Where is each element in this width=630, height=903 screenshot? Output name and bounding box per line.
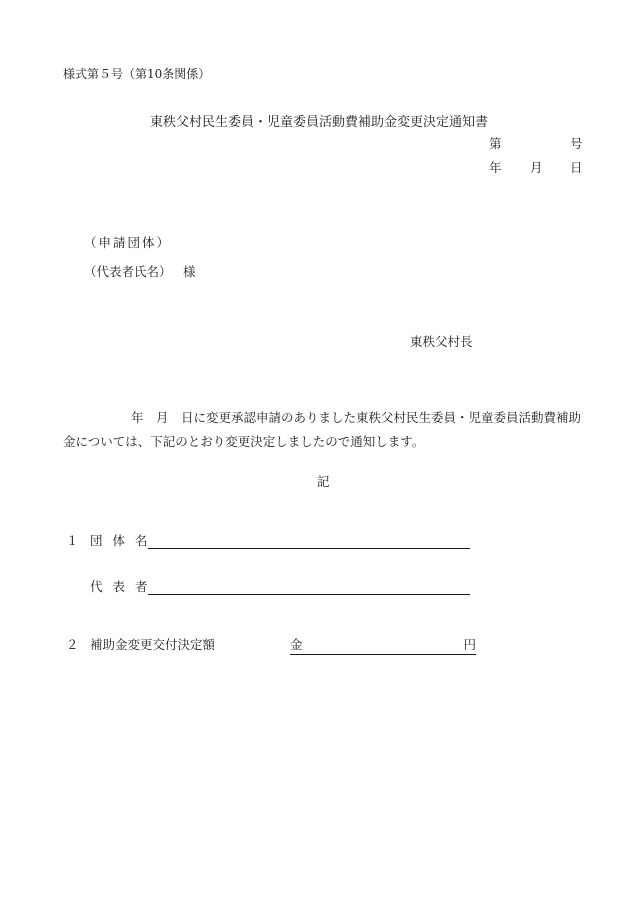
date-year: 年 (489, 160, 502, 175)
amount-suffix: 円 (463, 637, 476, 652)
group-name-field[interactable] (148, 548, 470, 549)
honorific: 様 (183, 264, 196, 279)
amount-field[interactable] (290, 639, 476, 655)
document-no-prefix: 第 (489, 136, 502, 151)
body-text: に変更承認申請のありました東秩父村民生委員・児童委員活動費補助金については、下記のとおり変更決定しましたので通知します。 (63, 410, 582, 449)
issuer: 東秩父村長 (410, 334, 473, 349)
applicant-label: （申請団体） (84, 235, 172, 250)
ki-heading: 記 (317, 474, 330, 489)
item-1-number: １ (66, 533, 79, 548)
form-number: 様式第５号（第10条関係） (63, 67, 211, 81)
item-2-label: 補助金変更交付決定額 (90, 637, 216, 652)
date-day: 日 (570, 160, 583, 175)
document-no-suffix: 号 (570, 136, 583, 151)
representative-label: （代表者氏名） (84, 264, 172, 279)
item-rep-label: 代 表 者 (90, 579, 151, 594)
document-title: 東秩父村民生委員・児童委員活動費補助金変更決定通知書 (150, 115, 489, 130)
body-paragraph (63, 406, 585, 454)
date-month: 月 (530, 160, 543, 175)
item-2-number: ２ (66, 637, 79, 652)
item-1-label: 団 体 名 (90, 533, 151, 548)
amount-prefix: 金 (290, 637, 303, 652)
representative-field[interactable] (148, 594, 470, 595)
body-date: 年 月 日 (131, 410, 194, 425)
